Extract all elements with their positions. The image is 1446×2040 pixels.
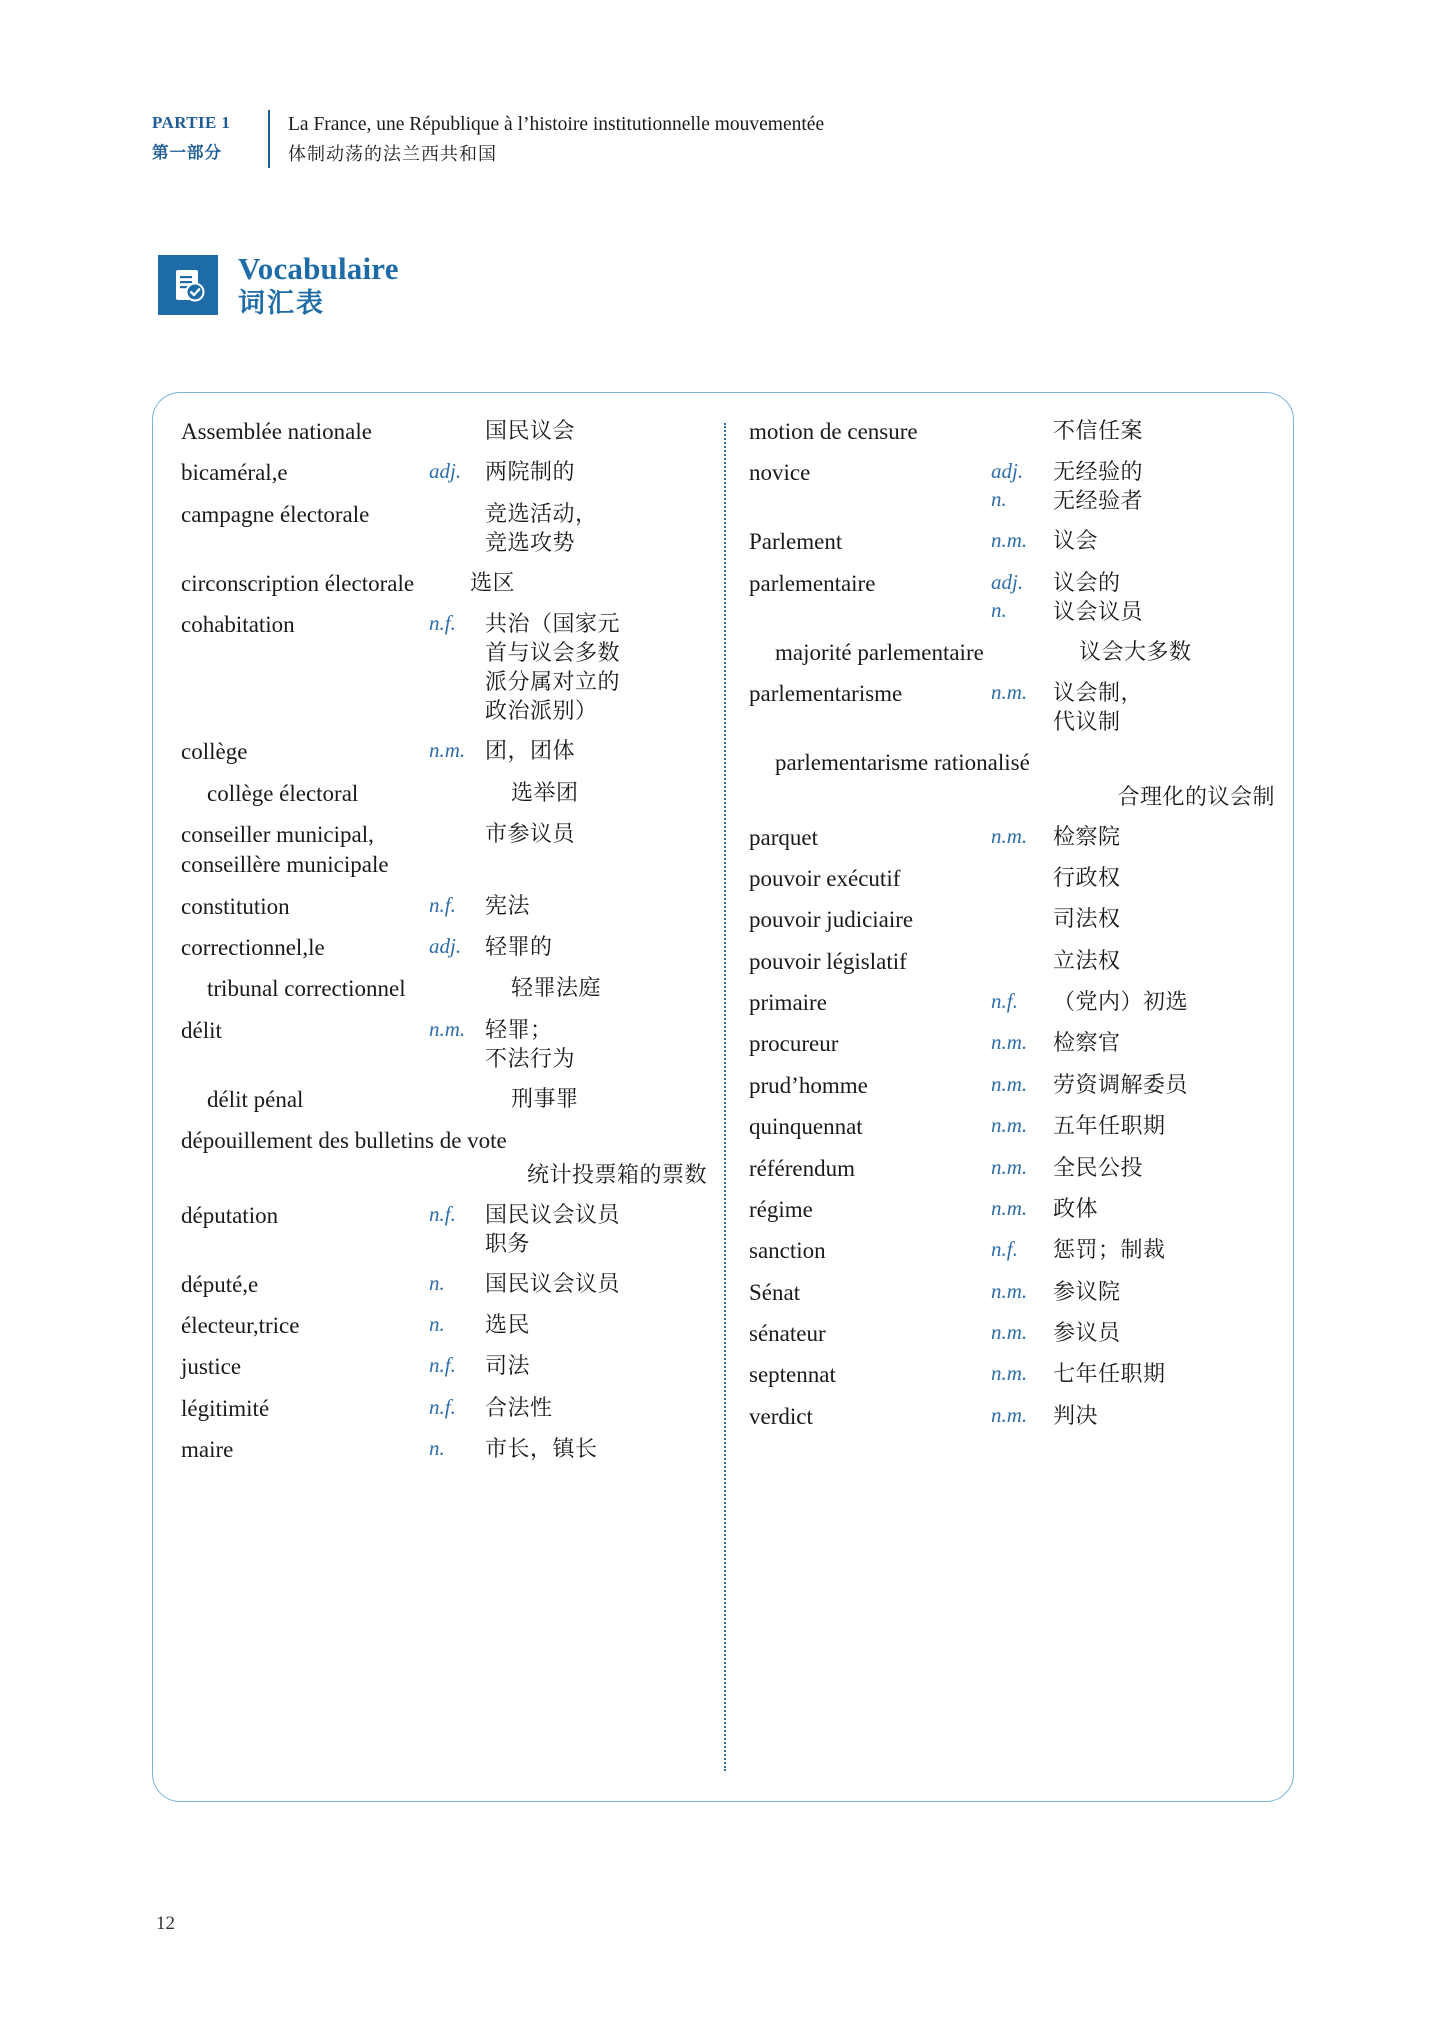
gloss-line: 议会的 — [1053, 570, 1121, 596]
pos-line: adj. — [429, 459, 462, 484]
gloss-line: 选举团 — [511, 780, 579, 806]
pos-line: adj. — [429, 934, 462, 959]
gloss-line: 首与议会多数 — [485, 641, 621, 667]
pos-line: n.m. — [991, 1030, 1028, 1055]
section-title-fr: Vocabulaire — [238, 251, 399, 286]
entry-gloss — [749, 783, 1279, 812]
gloss-line: 议会大多数 — [1079, 639, 1192, 665]
gloss-line: 劳资调解委员 — [1053, 1072, 1189, 1098]
entry-term: motion de censure — [749, 419, 918, 444]
vocabulary-entry — [181, 1085, 711, 1115]
pos-line: n.f. — [429, 1201, 456, 1226]
vocabulary-entry — [749, 947, 1279, 977]
pos-line: n.m. — [991, 680, 1028, 705]
entry-part-of-speech — [429, 1311, 485, 1339]
pos-line: n.f. — [429, 1353, 456, 1378]
entry-part-of-speech — [991, 1360, 1053, 1388]
gloss-line: 行政权 — [1053, 866, 1121, 892]
gloss-line: 合法性 — [485, 1395, 553, 1421]
entry-gloss — [511, 1085, 711, 1114]
vocabulary-entry — [181, 892, 711, 922]
pos-line: n.m. — [991, 1154, 1028, 1179]
gloss-line: 参议院 — [1053, 1279, 1121, 1305]
pos-line: n.f. — [429, 892, 456, 917]
vocabulary-entry — [749, 458, 1279, 516]
entry-part-of-speech — [429, 933, 485, 961]
entry-term: primaire — [749, 990, 827, 1016]
entry-gloss — [1053, 1360, 1279, 1389]
entry-term: électeur,trice — [181, 1313, 300, 1339]
entry-term: procureur — [749, 1031, 839, 1057]
entry-gloss — [1053, 1112, 1279, 1141]
header-divider — [268, 110, 270, 168]
vocabulary-entry — [749, 638, 1279, 668]
entry-gloss — [1053, 1029, 1279, 1058]
gloss-line: 政体 — [1053, 1196, 1099, 1222]
pos-line: n.m. — [429, 738, 466, 763]
vocabulary-entry — [181, 1352, 711, 1382]
vocabulary-entry — [749, 905, 1279, 935]
gloss-line: 竞选攻势 — [485, 530, 576, 556]
entry-term: parlementarisme — [749, 681, 903, 707]
entry-part-of-speech — [991, 569, 1053, 624]
vocabulary-entry — [181, 933, 711, 963]
entry-term: parquet — [749, 824, 818, 850]
document-check-icon — [158, 255, 218, 315]
pos-line: n.m. — [991, 1071, 1028, 1096]
vocabulary-entry — [181, 974, 711, 1004]
gloss-line: 代议制 — [1053, 710, 1121, 736]
gloss-line: （党内）初选 — [1053, 990, 1189, 1016]
gloss-line: 职务 — [485, 1231, 531, 1257]
entry-term: légitimité — [181, 1395, 270, 1421]
entry-term: tribunal correctionnel — [207, 976, 406, 1002]
gloss-line: 判决 — [1053, 1403, 1099, 1429]
entry-gloss — [485, 1016, 711, 1074]
vocabulary-entry — [749, 988, 1279, 1018]
page-number: 12 — [156, 1913, 175, 1934]
entry-gloss — [485, 1394, 711, 1423]
header-title-fr: La France, une République à l’histoire institutionnelle mouvementée — [288, 114, 825, 135]
entry-term: Assemblée nationale — [181, 419, 372, 444]
entry-term: prud’homme — [749, 1072, 868, 1098]
vocabulary-entry — [749, 1236, 1279, 1266]
vocabulary-entry — [749, 569, 1279, 627]
entry-term: député,e — [181, 1271, 259, 1297]
entry-gloss — [1053, 569, 1279, 627]
entry-term: pouvoir législatif — [749, 948, 907, 974]
entry-gloss — [485, 1270, 711, 1299]
entry-part-of-speech — [991, 1319, 1053, 1347]
pos-line: n. — [429, 1436, 445, 1461]
entry-term: sénateur — [749, 1320, 826, 1346]
vocabulary-entry — [749, 417, 1279, 447]
running-header — [152, 108, 824, 170]
gloss-line: 议会议员 — [1053, 599, 1144, 625]
entry-part-of-speech — [991, 458, 1053, 513]
entry-part-of-speech — [991, 679, 1053, 707]
entry-gloss — [485, 820, 711, 849]
entry-part-of-speech — [429, 610, 485, 638]
vocabulary-entry — [749, 823, 1279, 853]
pos-line: n.m. — [991, 528, 1028, 553]
vocabulary-entry — [181, 1016, 711, 1074]
entry-gloss — [485, 1435, 711, 1464]
gloss-line: 轻罪的 — [485, 935, 553, 961]
entry-term: conseiller municipal, conseillère municipale — [181, 820, 429, 881]
entry-gloss — [485, 892, 711, 921]
gloss-line: 检察官 — [1053, 1031, 1121, 1057]
entry-gloss — [1053, 1319, 1279, 1348]
header-part-block — [152, 108, 264, 168]
entry-term: parlementaire — [749, 570, 876, 596]
entry-part-of-speech — [429, 1352, 485, 1380]
gloss-line: 统计投票箱的票数 — [526, 1162, 707, 1188]
entry-gloss — [1053, 1195, 1279, 1224]
entry-term: collège — [181, 739, 248, 765]
gloss-line: 市参议员 — [485, 821, 576, 847]
vocabulary-entry — [749, 1071, 1279, 1101]
vocabulary-entry — [749, 1029, 1279, 1059]
entry-gloss — [1053, 1071, 1279, 1100]
entry-term: correctionnel,le — [181, 935, 325, 961]
entry-term: parlementarisme rationalisé — [775, 750, 1030, 776]
entry-gloss — [181, 1161, 711, 1190]
entry-gloss — [1053, 1402, 1279, 1431]
gloss-line: 立法权 — [1053, 948, 1121, 974]
vocabulary-entry — [749, 1154, 1279, 1184]
vocabulary-entry — [749, 1319, 1279, 1349]
entry-gloss — [1053, 823, 1279, 852]
pos-line: adj. — [991, 459, 1024, 484]
gloss-line: 轻罪法庭 — [511, 976, 602, 1002]
gloss-line: 共治（国家元 — [485, 612, 621, 638]
section-titles — [238, 252, 399, 319]
vocabulary-entry — [181, 500, 711, 558]
entry-term: maire — [181, 1437, 234, 1463]
entry-gloss — [1053, 1154, 1279, 1183]
gloss-line: 议会制， — [1053, 681, 1144, 707]
entry-term: collège électoral — [207, 780, 359, 806]
gloss-line: 不信任案 — [1053, 419, 1144, 444]
vocabulary-entry — [181, 1270, 711, 1300]
section-heading — [158, 252, 399, 319]
entry-term: régime — [749, 1196, 813, 1222]
pos-line: n.m. — [991, 1195, 1028, 1220]
entry-term: septennat — [749, 1362, 836, 1388]
entry-part-of-speech — [429, 458, 485, 486]
gloss-line: 政治派别） — [485, 699, 598, 725]
entry-gloss — [470, 569, 711, 598]
entry-term: députation — [181, 1202, 279, 1228]
gloss-line: 选区 — [470, 570, 516, 596]
entry-gloss — [1053, 864, 1279, 893]
entry-gloss — [1053, 679, 1279, 737]
gloss-line: 轻罪； — [485, 1017, 553, 1043]
gloss-line: 两院制的 — [485, 460, 576, 486]
pos-line: n. — [429, 1270, 445, 1295]
gloss-line: 参议员 — [1053, 1320, 1121, 1346]
entry-term: Sénat — [749, 1279, 801, 1305]
entry-term-second-line: conseillère municipale — [181, 852, 389, 878]
pos-line: n.m. — [991, 1361, 1028, 1386]
gloss-line: 竞选活动， — [485, 501, 598, 527]
entry-term: dépouillement des bulletins de vote — [181, 1128, 507, 1154]
entry-term: justice — [181, 1354, 242, 1380]
entry-part-of-speech — [429, 1394, 485, 1422]
vocabulary-entry — [749, 679, 1279, 737]
entry-term: campagne électorale — [181, 501, 370, 527]
gloss-line: 不法行为 — [485, 1046, 576, 1072]
pos-line: n.m. — [429, 1016, 466, 1041]
gloss-line: 团，团体 — [485, 739, 576, 765]
entry-gloss — [1053, 947, 1279, 976]
pos-line: n.f. — [429, 611, 456, 636]
vocabulary-box — [152, 392, 1294, 1802]
vocabulary-entry — [749, 1112, 1279, 1142]
entry-term: circonscription électorale — [181, 570, 415, 596]
vocabulary-entry — [181, 1311, 711, 1341]
entry-part-of-speech — [991, 1195, 1053, 1223]
gloss-line: 议会 — [1053, 529, 1099, 555]
entry-term: novice — [749, 460, 811, 486]
entry-term: pouvoir exécutif — [749, 866, 901, 892]
vocabulary-entry — [749, 1195, 1279, 1225]
vocabulary-entry — [181, 569, 711, 599]
pos-line: n.f. — [991, 989, 1018, 1014]
vocabulary-entry — [181, 1435, 711, 1465]
pos-line: n.m. — [991, 1278, 1028, 1303]
pos-line: adj. — [991, 569, 1024, 594]
entry-part-of-speech — [429, 737, 485, 765]
entry-term: majorité parlementaire — [775, 639, 984, 665]
gloss-line: 司法权 — [1053, 907, 1121, 933]
entry-gloss — [1053, 988, 1279, 1017]
entry-gloss — [485, 610, 711, 726]
entry-part-of-speech — [429, 1201, 485, 1229]
gloss-line: 七年任职期 — [1053, 1362, 1166, 1388]
entry-term: référendum — [749, 1155, 855, 1181]
pos-line: n.f. — [429, 1394, 456, 1419]
gloss-line: 全民公投 — [1053, 1155, 1144, 1181]
entry-part-of-speech — [991, 1402, 1053, 1430]
gloss-line: 刑事罪 — [511, 1086, 579, 1112]
entry-gloss — [511, 974, 711, 1003]
pos-line: n.m. — [991, 1319, 1028, 1344]
entry-gloss — [485, 417, 711, 446]
gloss-line: 市长，镇长 — [485, 1437, 598, 1463]
entry-gloss — [1053, 1236, 1279, 1265]
part-label: PARTIE 1 — [152, 113, 231, 132]
entry-gloss — [1053, 458, 1279, 516]
entry-term: délit pénal — [207, 1086, 304, 1112]
entry-part-of-speech — [991, 823, 1053, 851]
entry-term: délit — [181, 1017, 222, 1043]
column-divider — [724, 423, 726, 1771]
entry-term: bicaméral,e — [181, 460, 288, 486]
section-title-cn: 词汇表 — [238, 287, 325, 319]
entry-gloss — [485, 933, 711, 962]
entry-gloss — [1053, 905, 1279, 934]
gloss-line: 无经验者 — [1053, 489, 1144, 515]
entry-part-of-speech — [991, 1112, 1053, 1140]
gloss-line: 国民议会 — [485, 419, 576, 444]
entry-gloss — [1053, 1278, 1279, 1307]
part-label-cn: 第一部分 — [152, 143, 222, 162]
header-title-block — [288, 108, 824, 170]
entry-term: constitution — [181, 893, 290, 919]
vocabulary-entry — [181, 458, 711, 488]
gloss-line: 惩罚；制裁 — [1053, 1238, 1166, 1264]
entry-term: verdict — [749, 1403, 813, 1429]
entry-term: pouvoir judiciaire — [749, 907, 914, 933]
gloss-line: 检察院 — [1053, 824, 1121, 850]
entry-part-of-speech — [991, 1236, 1053, 1264]
gloss-line: 无经验的 — [1053, 460, 1144, 486]
entry-gloss — [485, 737, 711, 766]
gloss-line: 司法 — [485, 1354, 531, 1380]
entry-term: Parlement — [749, 529, 843, 555]
entry-part-of-speech — [991, 527, 1053, 555]
vocabulary-entry — [181, 417, 711, 447]
gloss-line: 派分属对立的 — [485, 670, 621, 696]
pos-line: n.f. — [991, 1237, 1018, 1262]
entry-gloss — [1053, 527, 1279, 556]
gloss-line: 国民议会议员 — [485, 1202, 621, 1228]
entry-part-of-speech — [991, 1071, 1053, 1099]
pos-line: n.m. — [991, 1113, 1028, 1138]
gloss-line: 宪法 — [485, 893, 531, 919]
pos-line: n.m. — [991, 823, 1028, 848]
entry-term: sanction — [749, 1238, 826, 1264]
entry-part-of-speech — [991, 988, 1053, 1016]
vocabulary-entry — [181, 610, 711, 726]
gloss-line: 合理化的议会制 — [1117, 784, 1275, 810]
pos-line: n. — [991, 487, 1007, 512]
vocabulary-entry — [181, 1201, 711, 1259]
vocabulary-entry — [749, 1402, 1279, 1432]
entry-gloss — [485, 500, 711, 558]
entry-part-of-speech — [429, 1270, 485, 1298]
gloss-line: 选民 — [485, 1313, 531, 1339]
entry-gloss — [1053, 417, 1279, 446]
vocabulary-entry — [181, 820, 711, 881]
vocabulary-entry — [749, 748, 1279, 811]
vocabulary-column-left — [181, 417, 711, 1476]
gloss-line: 五年任职期 — [1053, 1114, 1166, 1140]
entry-gloss — [485, 1201, 711, 1259]
entry-part-of-speech — [991, 1154, 1053, 1182]
header-title-cn: 体制动荡的法兰西共和国 — [288, 144, 497, 165]
entry-gloss — [485, 1311, 711, 1340]
entry-part-of-speech — [429, 1016, 485, 1044]
vocabulary-entry — [181, 779, 711, 809]
vocabulary-entry — [749, 1360, 1279, 1390]
vocabulary-entry — [181, 1394, 711, 1424]
entry-term: cohabitation — [181, 612, 295, 638]
entry-gloss — [485, 1352, 711, 1381]
entry-part-of-speech — [991, 1029, 1053, 1057]
vocabulary-column-right — [749, 417, 1279, 1443]
entry-gloss — [1079, 638, 1279, 667]
entry-term: quinquennat — [749, 1114, 863, 1140]
vocabulary-entry — [181, 737, 711, 767]
pos-line: n. — [429, 1312, 445, 1337]
vocabulary-entry — [749, 527, 1279, 557]
gloss-line: 国民议会议员 — [485, 1271, 621, 1297]
vocabulary-entry — [749, 864, 1279, 894]
entry-gloss — [511, 779, 711, 808]
pos-line: n.m. — [991, 1402, 1028, 1427]
pos-line: n. — [991, 597, 1007, 622]
entry-part-of-speech — [429, 1435, 485, 1463]
entry-part-of-speech — [429, 892, 485, 920]
entry-gloss — [485, 458, 711, 487]
entry-part-of-speech — [991, 1278, 1053, 1306]
vocabulary-entry — [181, 1126, 711, 1189]
vocabulary-entry — [749, 1278, 1279, 1308]
